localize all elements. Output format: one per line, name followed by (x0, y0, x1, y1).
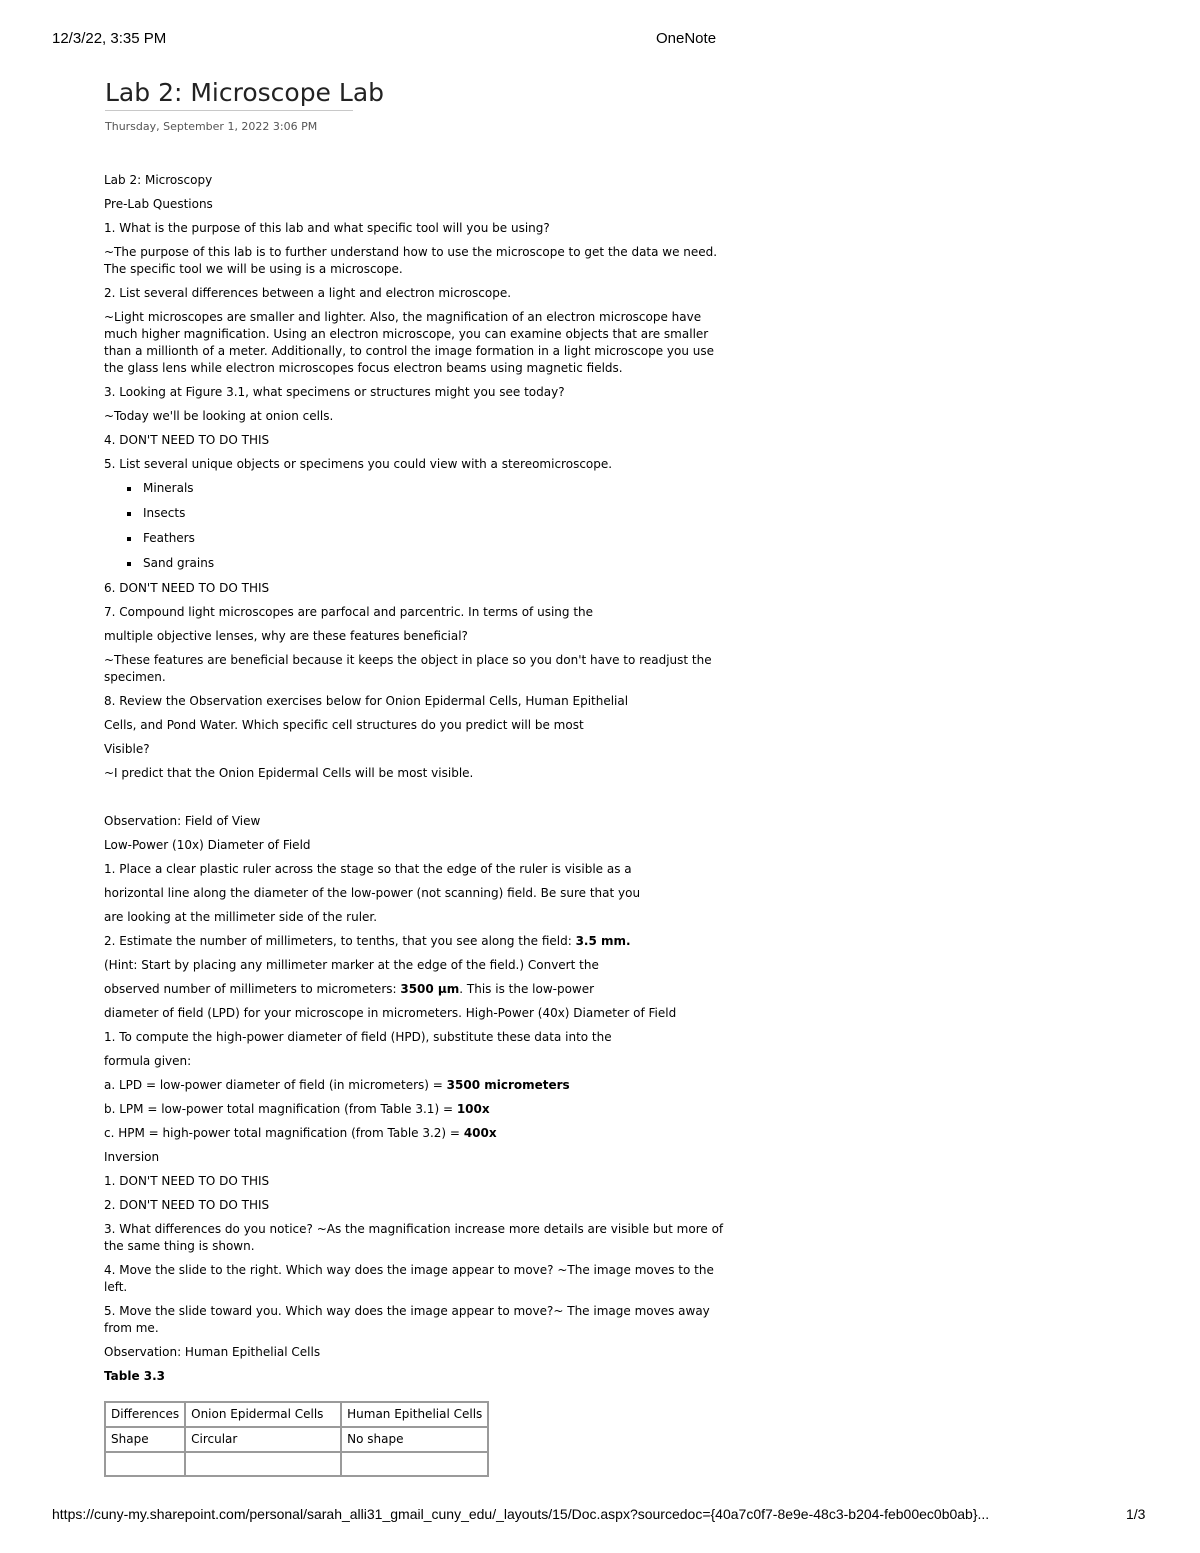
hpd-step-1-line2: formula given: (104, 1054, 192, 1068)
formula-c (104, 1125, 724, 1142)
lab-heading: Lab 2: Microscopy (104, 173, 213, 187)
inversion-4: 4. Move the slide to the right. Which way does the image appear to move? ~The image moves to the left. (104, 1263, 714, 1294)
formula-a-text: a. LPD = low-power diameter of field (in micrometers) = (104, 1078, 447, 1092)
step-2-line2: (Hint: Start by placing any millimeter marker at the edge of the field.) Convert the (104, 958, 599, 972)
step-2-line3-post: . This is the low-power (459, 982, 595, 996)
hpd-step-1-line1: 1. To compute the high-power diameter of field (HPD), substitute these data into the (104, 1030, 612, 1044)
table-header-cell: Human Epithelial Cells (341, 1402, 488, 1427)
observation-human-heading: Observation: Human Epithelial Cells (104, 1345, 321, 1359)
page-title: Lab 2: Microscope Lab (105, 78, 385, 107)
question-5: 5. List several unique objects or specimens you could view with a stereomicroscope. (104, 457, 613, 471)
inversion-2: 2. DON'T NEED TO DO THIS (104, 1198, 270, 1212)
note-content (104, 172, 724, 1477)
formula-b-text: b. LPM = low-power total magnification (from Table 3.1) = (104, 1102, 457, 1116)
question-8-line3: Visible? (104, 742, 150, 756)
question-3: 3. Looking at Figure 3.1, what specimens or structures might you see today? (104, 385, 565, 399)
table-header-cell: Onion Epidermal Cells (185, 1402, 341, 1427)
table-header-row (105, 1402, 488, 1427)
list-item: ▪ Minerals (141, 480, 724, 497)
table-row (105, 1452, 488, 1476)
inversion-3: 3. What differences do you notice? ~As the magnification increase more details are visible but more of the same thing is shown. (104, 1222, 724, 1253)
question-2: 2. List several differences between a light and electron microscope. (104, 286, 512, 300)
cell-comparison-table (104, 1401, 489, 1477)
list-item: ▪ Insects (141, 505, 724, 522)
formula-c-value: 400x (463, 1126, 497, 1140)
table-cell (185, 1452, 341, 1476)
answer-1: ~The purpose of this lab is to further understand how to use the microscope to get the data we need. The specific tool we will be using is a microscope. (104, 245, 718, 276)
question-8-line1: 8. Review the Observation exercises below for Onion Epidermal Cells, Human Epithelial (104, 694, 629, 708)
step-2-line4: diameter of field (LPD) for your microscope in micrometers. High-Power (40x) Diameter of Field (104, 1006, 677, 1020)
inversion-5: 5. Move the slide toward you. Which way does the image appear to move?~ The image moves away from me. (104, 1304, 710, 1335)
table-cell: No shape (341, 1427, 488, 1452)
inversion-1: 1. DON'T NEED TO DO THIS (104, 1174, 270, 1188)
table-caption: Table 3.3 (104, 1369, 166, 1383)
table-cell: Circular (185, 1427, 341, 1452)
table-cell: Shape (105, 1427, 185, 1452)
low-power-heading: Low-Power (10x) Diameter of Field (104, 838, 311, 852)
question-1: 1. What is the purpose of this lab and what specific tool will you be using? (104, 221, 550, 235)
print-app-name: OneNote (656, 30, 717, 47)
formula-a-value: 3500 micrometers (446, 1078, 570, 1092)
formula-c-text: c. HPM = high-power total magnification (from Table 3.2) = (104, 1126, 464, 1140)
title-underline (105, 110, 353, 111)
question-7-line1: 7. Compound light microscopes are parfocal and parcentric. In terms of using the (104, 605, 594, 619)
question-4: 4. DON'T NEED TO DO THIS (104, 433, 270, 447)
table-cell (105, 1452, 185, 1476)
step-1-line2: horizontal line along the diameter of the low-power (not scanning) field. Be sure that you (104, 886, 641, 900)
specimen-list (104, 480, 724, 572)
step-1-line3: are looking at the millimeter side of the ruler. (104, 910, 378, 924)
page-date: Thursday, September 1, 2022 3:06 PM (105, 120, 318, 133)
formula-a (104, 1077, 724, 1094)
formula-b (104, 1101, 724, 1118)
step-2-line3-value: 3500 µm (400, 982, 460, 996)
question-7-line2: multiple objective lenses, why are these features beneficial? (104, 629, 468, 643)
step-2-line1 (104, 933, 724, 950)
answer-3: ~Today we'll be looking at onion cells. (104, 409, 334, 423)
list-item: ▪ Feathers (141, 530, 724, 547)
list-item: ▪ Sand grains (141, 555, 724, 572)
step-2-line3-text: observed number of millimeters to micrometers: (104, 982, 401, 996)
answer-7: ~These features are beneficial because it keeps the object in place so you don't have to readjust the specimen. (104, 653, 712, 684)
observation-fov-heading: Observation: Field of View (104, 814, 261, 828)
answer-8: ~I predict that the Onion Epidermal Cells will be most visible. (104, 766, 474, 780)
inversion-heading: Inversion (104, 1150, 160, 1164)
formula-b-value: 100x (456, 1102, 490, 1116)
print-datetime: 12/3/22, 3:35 PM (52, 30, 167, 47)
question-6: 6. DON'T NEED TO DO THIS (104, 581, 270, 595)
step-2-text: 2. Estimate the number of millimeters, to tenths, that you see along the field: (104, 934, 576, 948)
print-url: https://cuny-my.sharepoint.com/personal/sarah_alli31_gmail_cuny_edu/_layouts/15/Doc.aspx?sourcedoc={40a7c0f7-8e9e-48c3-b204-feb00ec0b0ab}... (52, 1506, 990, 1522)
table-header-cell: Differences (105, 1402, 185, 1427)
table-row (105, 1427, 488, 1452)
question-8-line2: Cells, and Pond Water. Which specific cell structures do you predict will be most (104, 718, 584, 732)
answer-2: ~Light microscopes are smaller and lighter. Also, the magnification of an electron microscope have much higher magnification. Using an electron microscope, you can examine objects that are smaller than a millionth of a meter. Additionally, to control the image formation in a light microscope you use the glass lens while electron microscopes focus electron beams using magnetic fields. (104, 310, 715, 375)
step-2-value: 3.5 mm. (575, 934, 631, 948)
prelab-heading: Pre-Lab Questions (104, 197, 213, 211)
print-page-number: 1/3 (1126, 1506, 1146, 1522)
table-cell (341, 1452, 488, 1476)
step-1-line1: 1. Place a clear plastic ruler across the stage so that the edge of the ruler is visible as a (104, 862, 632, 876)
blank-line (104, 789, 724, 813)
step-2-line3 (104, 981, 724, 998)
